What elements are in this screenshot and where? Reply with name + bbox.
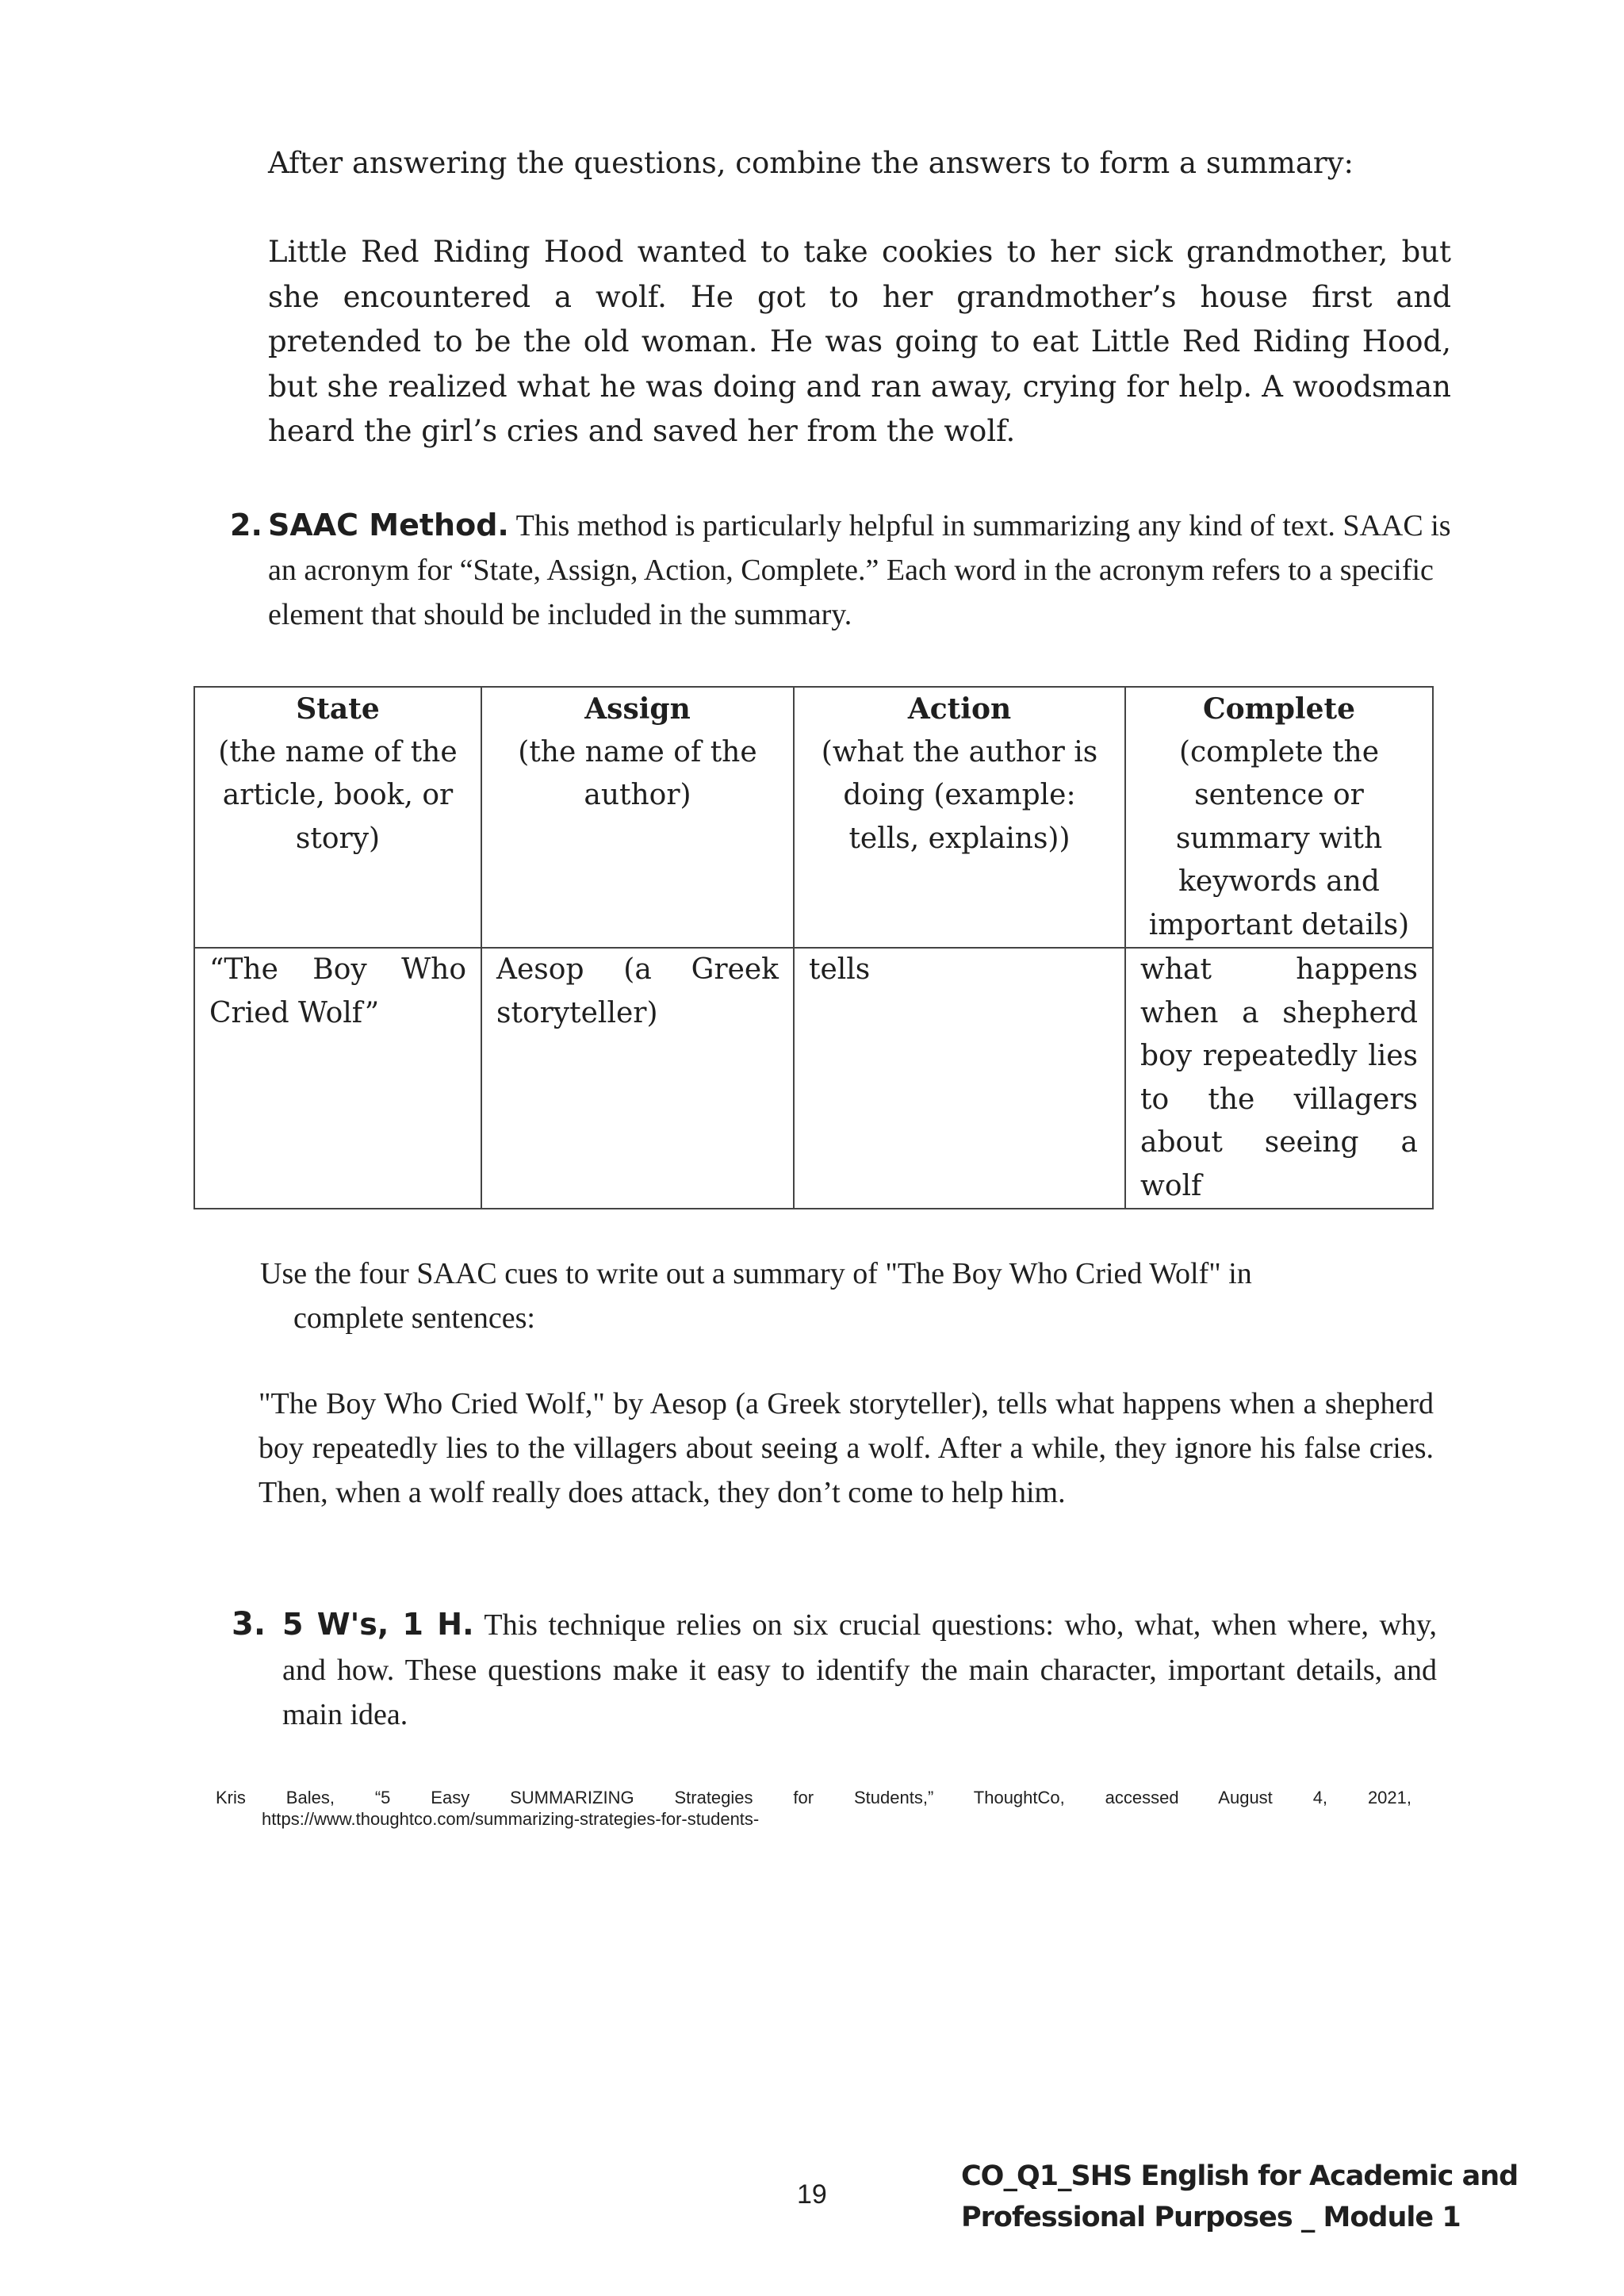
header-action-title: Action: [907, 692, 1012, 726]
page-number: 19: [797, 2179, 827, 2210]
header-state-title: State: [296, 692, 380, 726]
header-assign: [481, 687, 794, 948]
saac-table: [193, 686, 1434, 1209]
header-action: [794, 687, 1125, 948]
saac-paragraph: [268, 503, 1467, 637]
saac-body: This method is particularly helpful in summarizing any kind of text. SAAC is an acronym for “State, Assign, Action, Complete.” Each word in the acronym refers to a specific element that should be included in the summary.: [268, 509, 1451, 631]
five-ws-body: This technique relies on six crucial questions: who, what, when where, why, and how. These questions make it easy to identify the main character, important details, and main idea.: [282, 1608, 1438, 1731]
five-ws-paragraph: [282, 1602, 1437, 1738]
cell-state: “The Boy Who Cried Wolf”: [194, 948, 481, 1209]
cell-action: tells: [794, 948, 1125, 1209]
citation-line1: Kris Bales, “5 Easy SUMMARIZING Strategies for Students,” ThoughtCo, accessed August 4, 2021,: [216, 1788, 1411, 1807]
saac-number: 2.: [230, 508, 262, 542]
citation-url: https://www.thoughtco.com/summarizing-strategies-for-students-: [262, 1809, 760, 1829]
intro-text: After answering the questions, combine the answers to form a summary:: [268, 146, 1354, 180]
footer-line1: CO_Q1_SHS English for Academic and: [961, 2160, 1519, 2192]
boy-who-cried-wolf-summary: [259, 1382, 1434, 1515]
header-action-desc: (what the author is doing (example: tells, explains)): [821, 735, 1098, 855]
module-footer: [961, 2156, 1518, 2238]
saac-prompt: [260, 1251, 1434, 1340]
saac-table-header-row: [194, 687, 1433, 948]
header-assign-title: Assign: [584, 692, 691, 726]
header-assign-desc: (the name of the author): [518, 735, 757, 811]
saac-prompt-line2: complete sentences:: [293, 1301, 535, 1335]
header-complete: [1125, 687, 1433, 948]
five-ws-number: 3.: [232, 1606, 266, 1642]
saac-prompt-line1: Use the four SAAC cues to write out a summary of "The Boy Who Cried Wolf" in: [260, 1257, 1252, 1290]
boy-who-cried-wolf-summary-text: "The Boy Who Cried Wolf," by Aesop (a Greek storyteller), tells what happens when a shepherd boy repeatedly lies to the villagers about seeing a wolf. After a while, they ignore his false cries. Then, when a wolf really does attack, they don’t come to help him.: [259, 1387, 1434, 1509]
table-row: [194, 948, 1433, 1209]
header-complete-title: Complete: [1202, 692, 1356, 726]
footer-line2: Professional Purposes _ Module 1: [961, 2202, 1461, 2233]
five-ws-lead: 5 W's, 1 H.: [282, 1607, 474, 1642]
header-state-desc: (the name of the article, book, or story): [218, 735, 458, 855]
header-state: [194, 687, 481, 948]
red-riding-hood-summary: Little Red Riding Hood wanted to take cookies to her sick grandmother, but she encountered a wolf. He got to her grandmother’s house first and pretended to be the old woman. He was going to eat Little Red Riding Hood, but she realized what he was doing and ran away, crying for help. A woodsman heard the girl’s cries and saved her from the wolf.: [268, 235, 1451, 448]
cell-assign: Aesop (a Greek storyteller): [481, 948, 794, 1209]
saac-lead: SAAC Method.: [268, 508, 509, 542]
cell-complete: what happens when a shepherd boy repeatedly lies to the villagers about seeing a wolf: [1125, 948, 1433, 1209]
header-complete-desc: (complete the sentence or summary with keywords and important details): [1148, 735, 1410, 941]
